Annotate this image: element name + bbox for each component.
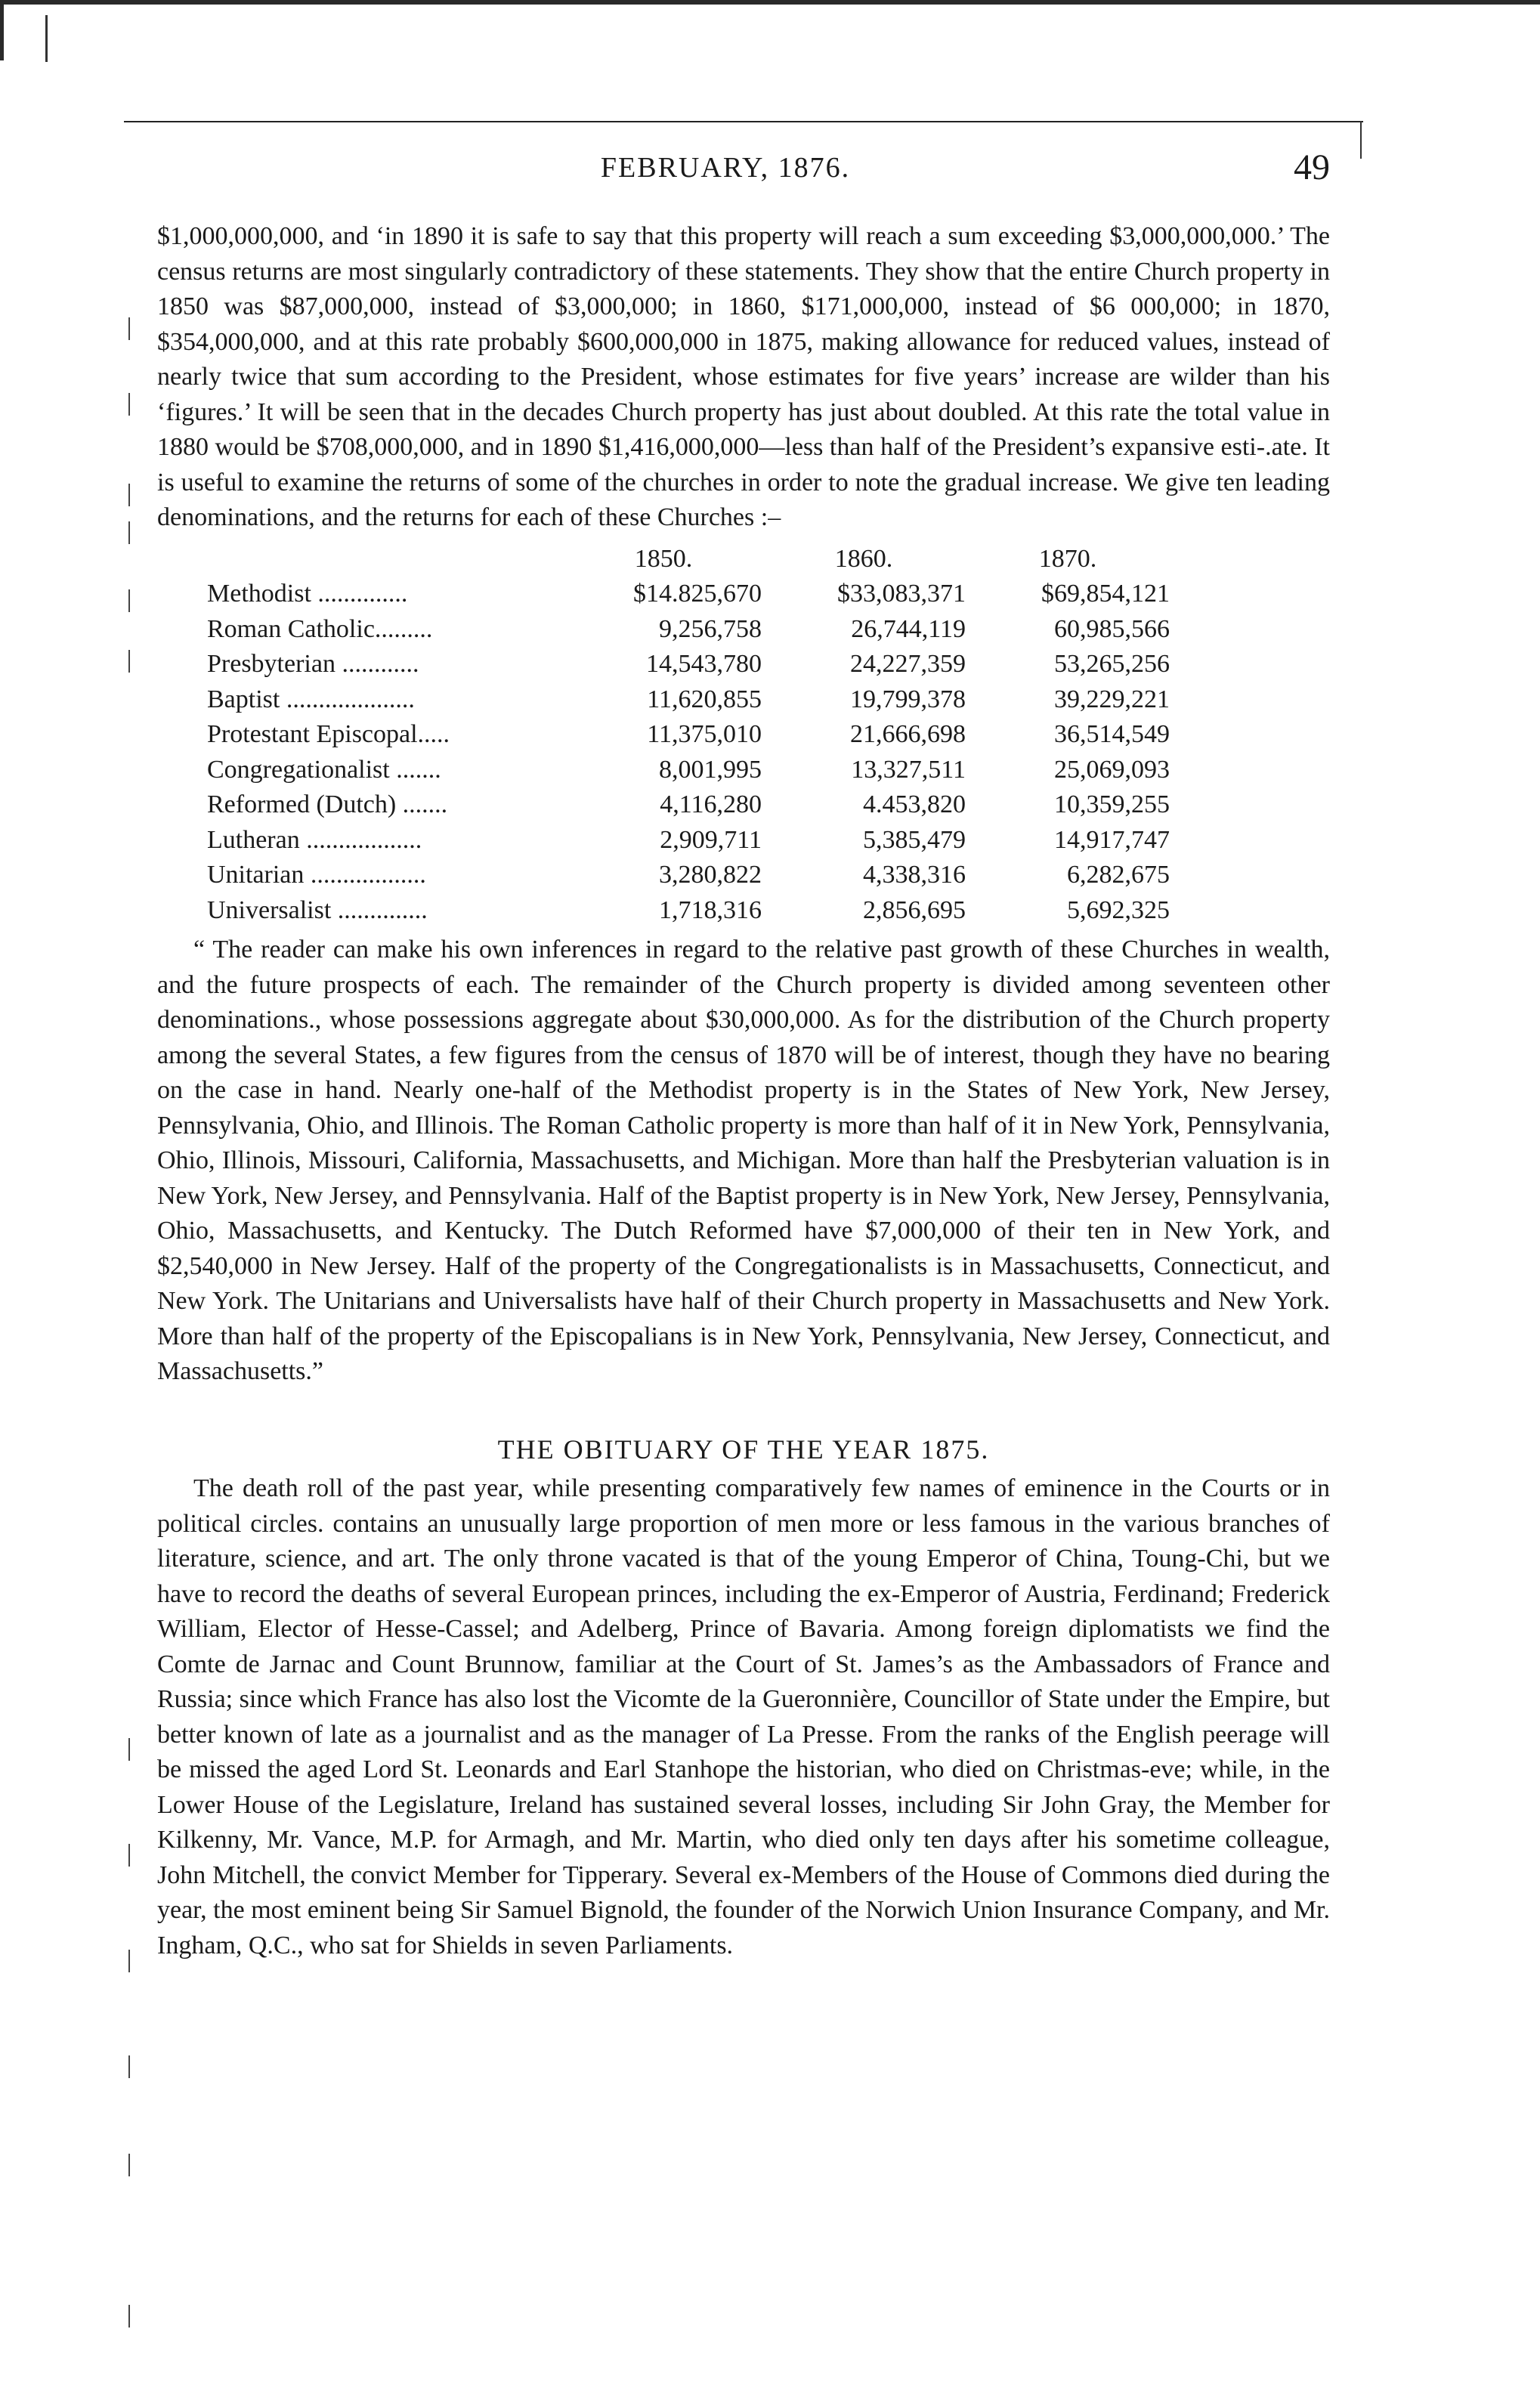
denomination-name: Unitarian ..................: [207, 861, 426, 889]
corner-mark: [45, 15, 48, 62]
denomination-name: Lutheran ..................: [207, 825, 422, 854]
value-1860: $33,083,371: [837, 580, 966, 608]
value-1870: 36,514,549: [1054, 720, 1170, 748]
denomination-name: Roman Catholic.........: [207, 614, 433, 643]
value-1850: 9,256,758: [659, 614, 762, 643]
table-header-blank: [157, 542, 565, 577]
table-row: [157, 647, 1330, 682]
column-header-1860: 1860.: [834, 544, 893, 573]
value-1860: 24,227,359: [850, 650, 966, 678]
value-1870: 53,265,256: [1054, 650, 1170, 678]
obituary-paragraph: The death roll of the past year, while presenting comparatively few names of eminence in the Courts or in political circles. contains an unusually large proportion of men more or less famous in the various branches of literature, science, and art. The only throne vacated is that of the young Emperor of China, Toung-Chi, but we have to record the deaths of several European princes, including the ex-Emperor of Austria, Ferdinand; Frederick William, Elector of Hesse-Cassel; and Adelberg, Prince of Bavaria. Among foreign diplomatists we find the Comte de Jarnac and Count Brunnow, familiar at the Court of St. James’s as the Ambassadors of France and Russia; since which France has also lost the Vicomte de la Gueronnière, Councillor of State under the Empire, but better known of late as a journalist and as the manager of La Presse. From the ranks of the English peerage will be missed the aged Lord St. Leonards and Earl Stanhope the historian, who died on Christmas-eve; while, in the Lower House of the Legislature, Ireland has sustained several losses, including Sir John Gray, the Member for Kilkenny, Mr. Vance, M.P. for Armagh, and Mr. Martin, who died only ten days after his sometime colleague, John Mitchell, the convict Member for Tipperary. Several ex-Members of the House of Commons died during the year, the most eminent being Sir Samuel Bignold, the founder of the Norwich Union Insurance Company, and Mr. Ingham, Q.C., who sat for Shields in seven Parliaments.: [157, 1474, 1330, 1959]
denomination-table: [157, 542, 1330, 929]
denomination-name: Universalist ..............: [207, 895, 428, 924]
table-body: [157, 577, 1330, 928]
value-1860: 4.453,820: [863, 790, 966, 818]
table-row: [157, 682, 1330, 718]
value-1860: 4,338,316: [863, 861, 966, 889]
denomination-name: Protestant Episcopal.....: [207, 720, 450, 748]
value-1870: 6,282,675: [1067, 861, 1170, 889]
column-header-1870: 1870.: [1038, 544, 1097, 573]
value-1860: 21,666,698: [850, 720, 966, 748]
value-1850: 8,001,995: [659, 755, 762, 784]
value-1870: 10,359,255: [1054, 790, 1170, 818]
denomination-name: Congregationalist .......: [207, 755, 441, 784]
quote-paragraph: “ The reader can make his own inferences in regard to the relative past growth of these Churches in wealth, and the future prospects of each. The remainder of the Church property is divided among seventeen other denominations., whose possessions aggregate about $30,000,000. As for the distribution of the Church property among the several States, a few figures from the census of 1870 will be of interest, though they have no bearing on the case in hand. Nearly one-half of the Methodist property is in the States of New York, New Jersey, Pennsylvania, Ohio, and Illinois. The Roman Catholic property is more than half of it in New York, Pennsylvania, Ohio, Illinois, Missouri, California, Massachusetts, and Michigan. More than half the Presbyterian valuation is in New York, New Jersey, and Pennsylvania. Half of the Baptist property is in New York, New Jersey, Pennsylvania, Ohio, Massachusetts, and Kentucky. The Dutch Reformed have $7,000,000 of their ten in New York, and $2,540,000 in New Jersey. Half of the property of the Congregationalists is in Massachusetts, Connecticut, and New York. The Unitarians and Universalists have half of their Church property in Massachusetts and New York. More than half of the property of the Episcopalians is in New York, Pennsylvania, New Jersey, Connecticut, and Massachusetts.”: [157, 936, 1330, 1385]
value-1870: 25,069,093: [1054, 755, 1170, 784]
value-1850: $14.825,670: [633, 580, 762, 608]
denomination-name: Baptist ....................: [207, 685, 415, 713]
column-header-1850: 1850.: [634, 544, 693, 573]
value-1870: 14,917,747: [1054, 825, 1170, 854]
table-row: [157, 858, 1330, 893]
table-header-row: [157, 542, 1330, 577]
value-1850: 2,909,711: [660, 825, 762, 854]
running-title: FEBRUARY, 1876.: [600, 152, 851, 184]
table-row: [157, 823, 1330, 858]
scan-edge-top: [0, 0, 1540, 5]
page-body: [157, 219, 1330, 1963]
value-1850: 14,543,780: [646, 650, 762, 678]
value-1860: 5,385,479: [863, 825, 966, 854]
header-rule: [124, 121, 1363, 122]
denomination-name: Presbyterian ............: [207, 650, 419, 678]
denomination-name: Methodist ..............: [207, 580, 408, 608]
page-header: [121, 147, 1330, 196]
value-1850: 11,375,010: [647, 720, 762, 748]
value-1870: 5,692,325: [1067, 895, 1170, 924]
right-edge-rule: [1360, 121, 1362, 159]
page-number: 49: [1294, 147, 1330, 187]
value-1870: $69,854,121: [1041, 580, 1170, 608]
table-row: [157, 787, 1330, 823]
table-row: [157, 612, 1330, 648]
table-row: [157, 893, 1330, 929]
scan-edge-left: [0, 0, 4, 60]
value-1860: 26,744,119: [851, 614, 966, 643]
table-row: [157, 753, 1330, 788]
value-1870: 39,229,221: [1054, 685, 1170, 713]
denomination-name: Reformed (Dutch) .......: [207, 790, 448, 818]
value-1860: 19,799,378: [850, 685, 966, 713]
table-row: [157, 577, 1330, 612]
intro-paragraph: $1,000,000,000, and ‘in 1890 it is safe to say that this property will reach a sum exceeding $3,000,000,000.’ The census returns are most singularly contradictory of these statements. They show that the entire Church property in 1850 was $87,000,000, instead of $3,000,000; in 1860, $171,000,000, instead of $6 000,000; in 1870, $354,000,000, and at this rate probably $600,000,000 in 1875, making allowance for reduced values, instead of nearly twice that sum according to the President, whose estimates for five years’ increase are wilder than his ‘figures.’ It will be seen that in the decades Church property has just about doubled. At this rate the total value in 1880 would be $708,000,000, and in 1890 $1,416,000,000—less than half of the President’s expansive esti-.ate. It is useful to examine the returns of some of the churches in order to note the gradual increase. We give ten leading denominations, and the returns for each of these Churches :–: [157, 222, 1330, 531]
value-1850: 3,280,822: [659, 861, 762, 889]
value-1860: 13,327,511: [851, 755, 966, 784]
value-1850: 4,116,280: [660, 790, 762, 818]
value-1860: 2,856,695: [863, 895, 966, 924]
value-1850: 11,620,855: [647, 685, 762, 713]
table-row: [157, 717, 1330, 753]
value-1870: 60,985,566: [1054, 614, 1170, 643]
section-title: THE OBITUARY OF THE YEAR 1875.: [497, 1434, 990, 1465]
value-1850: 1,718,316: [659, 895, 762, 924]
